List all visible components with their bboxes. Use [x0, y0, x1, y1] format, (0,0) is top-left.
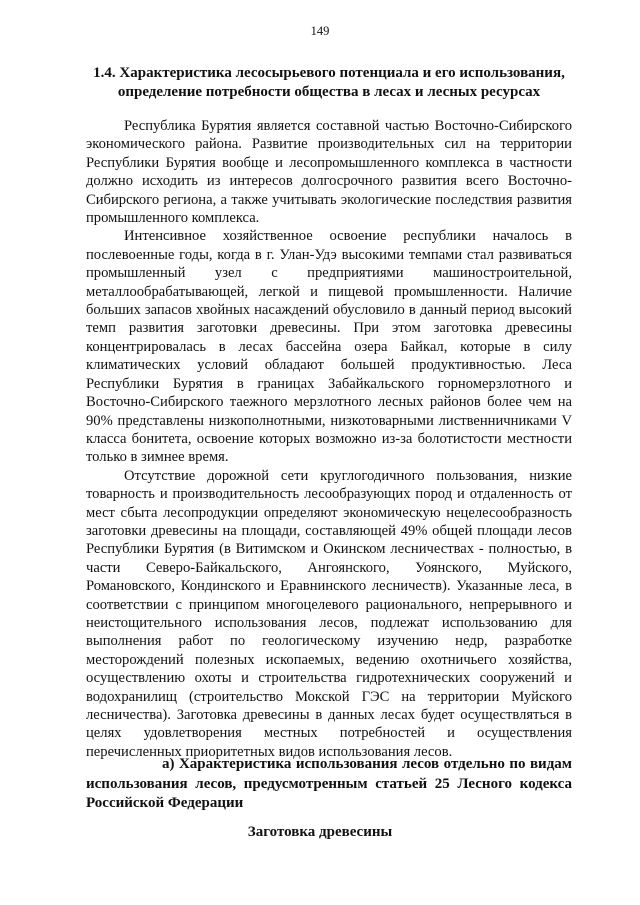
page-number: 149 [310, 24, 330, 38]
body-text [86, 117, 572, 761]
paragraph: Интенсивное хозяйственное освоение республики началось в послевоенные годы, когда в г. Улан-Удэ высокими темпами стал развиваться промышленный узел с предприятиями машиностроительной, металлообрабатывающей, легкой и пищевой промышленности. Наличие больших запасов хвойных насаждений обусловило в данный период высокий темп развития заготовки древесины. При этом заготовка древесины концентрировалась в лесах бассейна озера Байкал, которые в силу климатических условий обладают большей продуктивностью. Леса Республики Бурятия в границах Забайкальского горномерзлотного и Восточно-Сибирского таежного мерзлотного лесных районов более чем на 90% представлены низкополнотными, низкотоварными лиственничниками V класса бонитета, освоение которых возможно из-за болотистости местности только в зимнее время. [86, 228, 572, 466]
paragraph: Республика Бурятия является составной частью Восточно-Сибирского экономического района. Развитие производительных сил на территории Республики Бурятия вообще и лесопромышленного комплекса в частности должно исходить из интересов долгосрочного развития всего Восточно-Сибирского региона, а также учитывать экологические последствия развития промышленного комплекса. [86, 118, 572, 227]
subsection-title: а) Характеристика использования лесов отдельно по видам использования лесов, предусмотренным статьей 25 Лесного кодекса Российской Федерации [86, 756, 572, 811]
subheading: Заготовка древесины [247, 824, 393, 840]
section-title: 1.4. Характеристика лесосырьевого потенциала и его использования, определение потребности общества в лесах и лесных ресурсах [93, 65, 565, 100]
paragraph: Отсутствие дорожной сети круглогодичного пользования, низкие товарность и производительность лесообразующих пород и отдаленность от мест сбыта лесопродукции определяют экономическую нецелесообразность заготовки древесины на площади, составляющей 49% общей площади лесов Республики Бурятия (в Витимском и Окинском лесничествах - полностью, в части Северо-Байкальского, Ангоянского, Уоянского, Муйского, Романовского, Кондинского и Еравнинского лесничеств). Указанные леса, в соответствии с принципом многоцелевого рационального, непрерывного и неистощительного использования лесов, подлежат использованию для выполнения работ по геологическому изучению недр, разработке месторождений полезных ископаемых, ведению охотничьего хозяйства, осуществлению охоты и строительства гидротехнических сооружений и водохранилищ (строительство Мокской ГЭС на территории Муйского лесничества). Заготовка древесины в данных лесах будет осуществляться в целях удовлетворения местных потребностей и осуществления перечисленных приоритетных видов использования лесов. [86, 467, 572, 760]
